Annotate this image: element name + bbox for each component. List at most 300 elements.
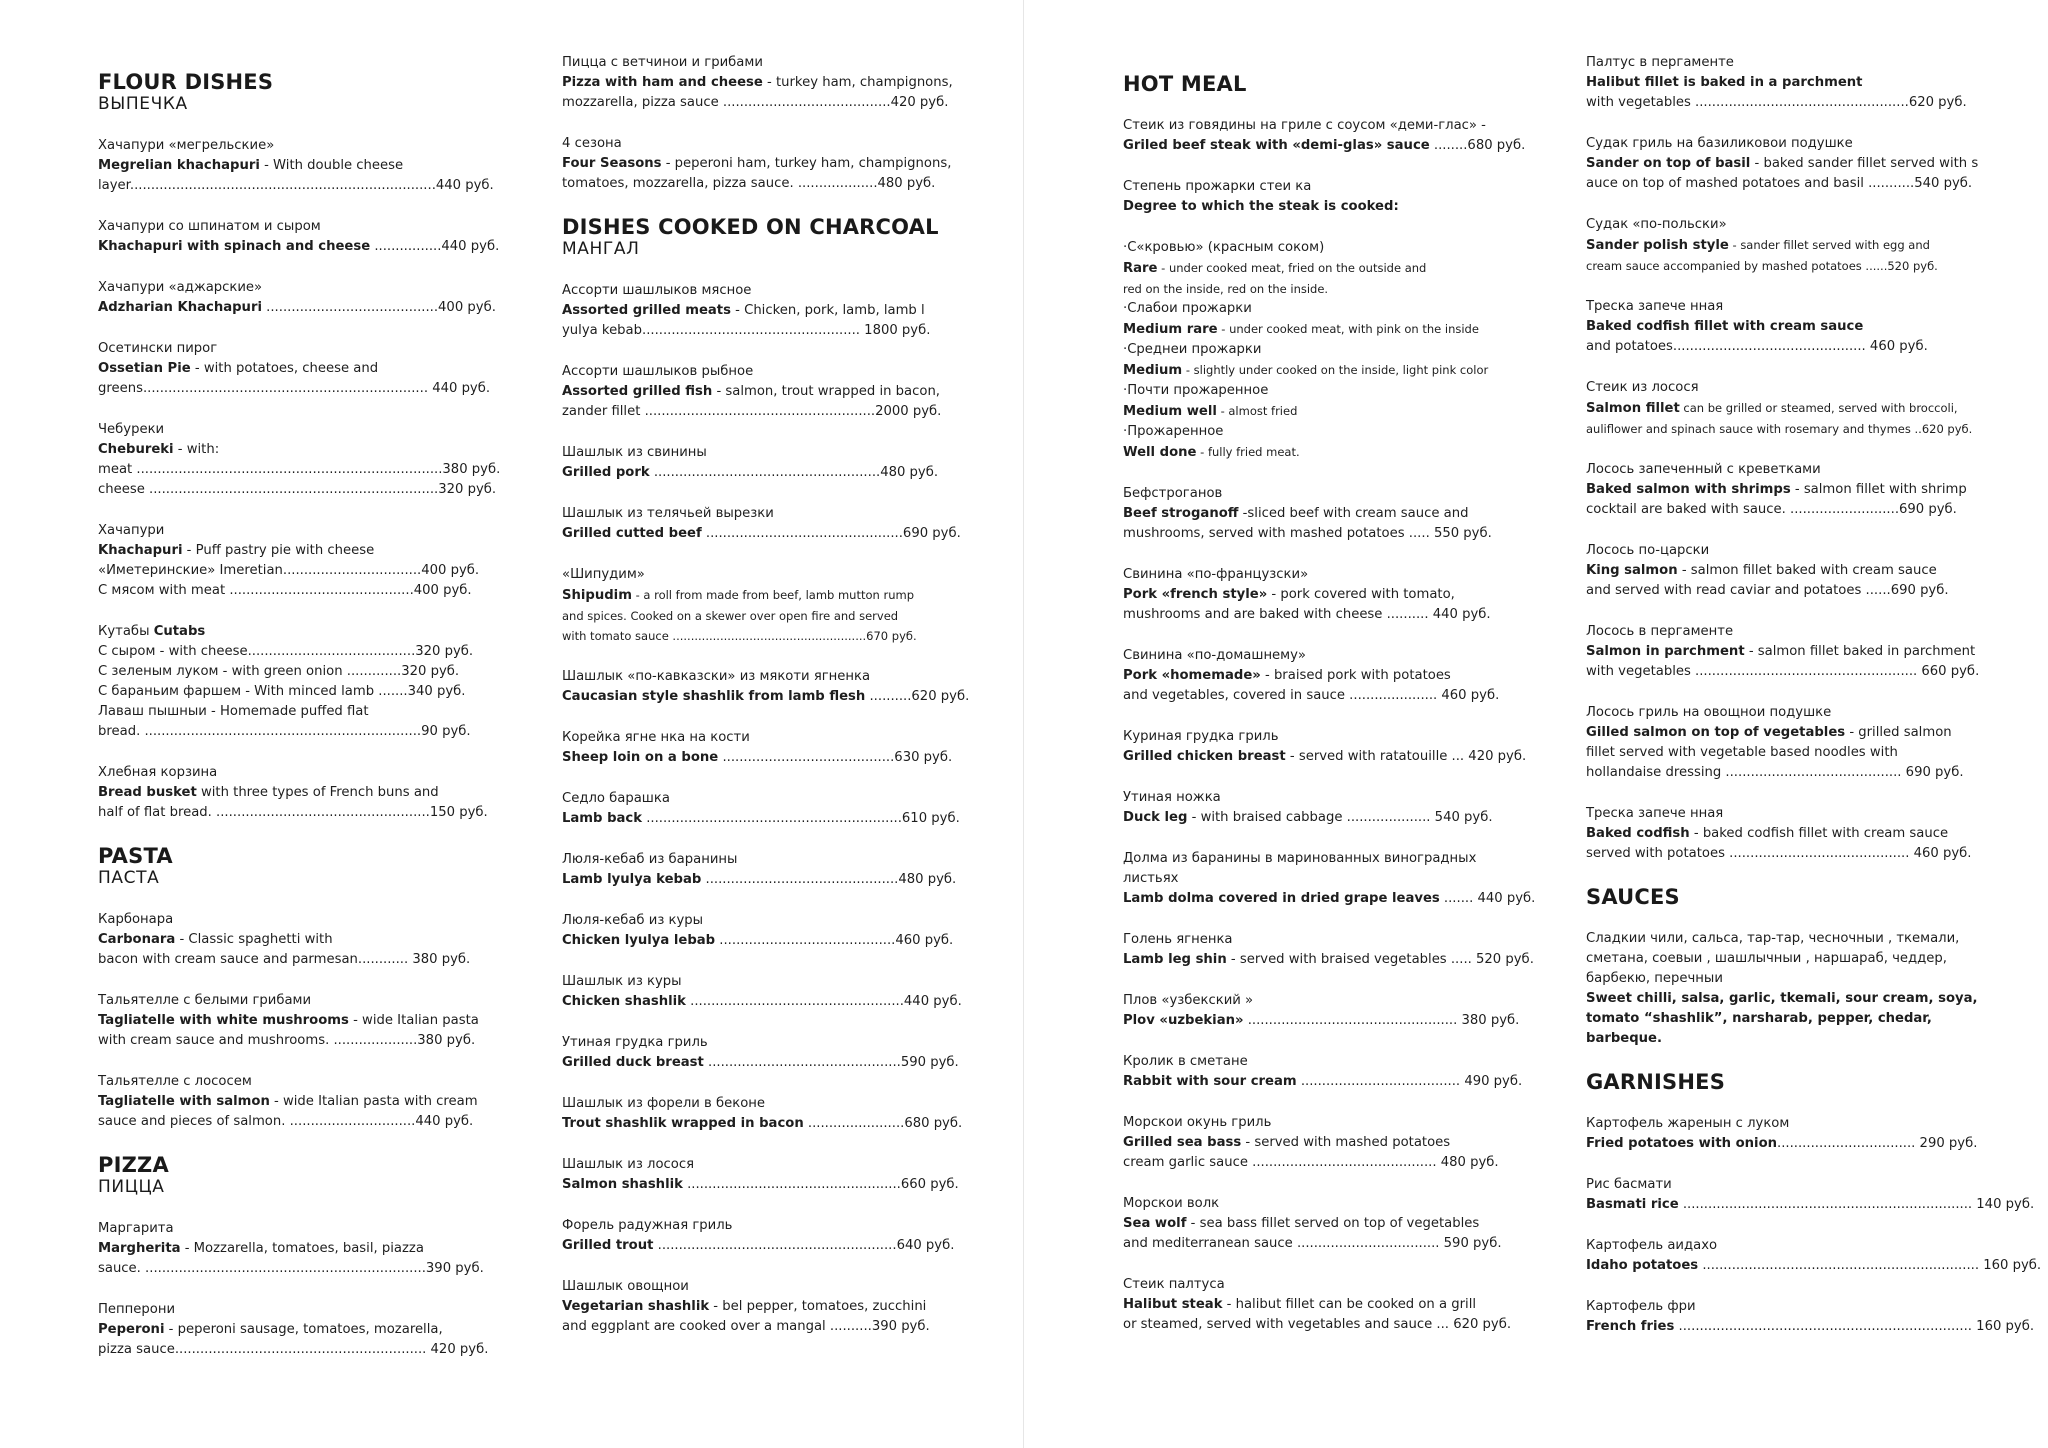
item-description: ...................................... 490 руб. [1296,1074,1523,1089]
menu-item [562,789,960,829]
item-description: - almost fried [1216,404,1298,418]
menu-item [1123,177,1523,217]
item-en-line [562,73,953,93]
menu-item [1586,1236,2042,1276]
menu-item [1586,1114,1986,1154]
item-name-ru [98,1300,478,1320]
item-en-line [1123,504,1523,524]
menu-section [1123,72,1536,1335]
item-name-ru-text: Пицца с ветчинои и грибами [562,55,763,70]
item-en-line [98,237,500,257]
item-price-line: and served with read caviar and potatoes ......690 руб. [1586,583,1949,598]
item-price-line: fillet served with vegetable based noodles with [1586,745,1898,760]
item-name-en: Grilled duck breast [562,1055,704,1070]
item-en-line [562,1175,959,1195]
item-name-ru [562,53,942,73]
menu-item [98,1072,478,1132]
item-name-ru-text: Карбонара [98,912,174,927]
item-name-en: Medium well [1123,404,1217,419]
item-description: - wide Italian pasta [348,1013,479,1028]
menu-item [1123,991,1523,1031]
item-price: ...............................................690 руб. [701,526,961,541]
item-name-ru [1586,1236,1986,1256]
item-name-ru-text: Шашлык из форели в беконе [562,1096,766,1111]
item-price-line: and spices. Cooked on a skewer over open fire and served [562,609,899,623]
item-en-line [1123,258,1523,279]
item-en-line [1586,480,1986,500]
item-name-ru-text: Свинина «по-французски» [1123,567,1309,582]
item-en-line [1123,1011,1523,1031]
item-price-line: sauce and pieces of salmon. ..............................440 руб. [98,1114,474,1129]
menu-item [1123,1275,1523,1335]
menu-item [98,278,496,318]
item-name-ru: ·Почти прожаренное [1123,383,1269,398]
item-name-ru [562,728,942,748]
section-title: PASTA [98,844,173,868]
item-name-ru [562,1094,942,1114]
section-title: PIZZA [98,1153,169,1177]
item-name-en: King salmon [1586,563,1678,578]
item-price-line: with cream sauce and mushrooms. ....................380 руб. [98,1033,476,1048]
item-name-en: Degree to which the steak is cooked: [1123,199,1399,214]
item-name-en: Assorted grilled fish [562,384,713,399]
menu-column [1586,53,2042,1358]
item-name-ru-text: Ассорти шашлыков рыбное [562,364,754,379]
item-name-ru-text: Кутабы [98,624,150,639]
item-name-ru [98,763,478,783]
item-name-en: Halibut fillet is baked in a parchment [1586,75,1863,90]
menu-item [1123,1113,1523,1173]
item-price: ..........................................460 руб. [715,933,954,948]
item-name-ru [1123,238,1523,258]
item-name-ru [562,362,942,382]
item-name-ru-text: Чебуреки [98,422,165,437]
menu-item [1123,849,1536,909]
item-en-line [1123,197,1523,217]
menu-item [1123,930,1534,970]
item-name-ru [562,667,942,687]
item-name-en: Peperoni [98,1322,165,1337]
item-name-en: Lamb back [562,811,643,826]
item-name-en: Sheep loin on a bone [562,750,719,765]
item-en-line [98,1092,478,1112]
item-price-line: «Иметеринские» Imeretian.................................400 руб. [98,563,480,578]
item-name-ru [1123,1275,1523,1295]
menu-column [1123,72,1536,1356]
item-price-line: with vegetables ...................................................620 руб. [1586,95,1967,110]
item-name-ru-text: Утиная грудка гриль [562,1035,708,1050]
item-price-line: meat .........................................................................380 руб. [98,462,501,477]
item-name-ru-text: Свинина «по-домашнему» [1123,648,1306,663]
item-en-line [98,156,478,176]
item-name-en: Beef stroganoff [1123,506,1239,521]
item-description: - fully fried meat. [1196,445,1300,459]
item-name-ru [1123,484,1523,504]
item-name-ru [98,1219,478,1239]
item-en-line [562,809,960,829]
item-en-line [98,541,478,561]
item-en-line [1123,1295,1523,1315]
item-price-line: cocktail are baked with sauce. ..........................690 руб. [1586,502,1957,517]
item-name-en: Well done [1123,445,1197,460]
section-title: HOT MEAL [1123,72,1247,96]
item-en-line [1586,824,1986,844]
item-name-ru-text: Лосось гриль на овощнои подушке [1586,705,1832,720]
menu-item [98,1219,484,1279]
menu-page-right [1024,0,2048,1448]
item-price-line: cream sauce accompanied by mashed potatoes ......520 руб. [1586,259,1938,273]
item-description: - peperoni sausage, tomatoes, mozarella, [164,1322,443,1337]
item-name-ru-text: Куриная грудка гриль [1123,729,1279,744]
item-name-ru [1586,460,1986,480]
item-name-ru-line: Сладкии чили, сальса, тар-тар, чесночныи , ткемали, [1586,931,1960,946]
item-name-ru [98,910,478,930]
item-description: - salmon fillet baked in parchment [1744,644,1976,659]
item-description: ....... 440 руб. [1439,891,1536,906]
menu-item [562,443,942,483]
menu-item [1123,116,1526,156]
item-name-en: Adzharian Khachapuri [98,300,262,315]
item-name-ru [1123,788,1523,808]
item-en-line [1123,319,1523,340]
menu-item [562,1094,963,1134]
item-description: - sea bass fillet served on top of vegetables [1186,1216,1480,1231]
menu-section [98,1153,489,1360]
item-name-en: Megrelian khachapuri [98,158,260,173]
item-name-ru-text: Голень ягненка [1123,932,1233,947]
item-name-ru-text: Долма из баранины в маринованных виноградных [1123,851,1477,866]
menu-item [1123,1052,1523,1092]
menu-item [98,991,478,1051]
item-en-line [1586,235,1986,256]
item-description: - braised pork with potatoes [1260,668,1451,683]
item-price-line: mushrooms, served with mashed potatoes ..... 550 руб. [1123,526,1492,541]
item-name-ru-text: Кролик в сметане [1123,1054,1248,1069]
menu-item [1123,727,1527,767]
item-name-ru-text: ·С«кровью» (красным соком) [1123,240,1325,255]
item-price-line: half of flat bread. ...................................................150 руб. [98,805,488,820]
item-name-ru [1586,297,1986,317]
item-name-ru-text: 4 сезона [562,136,622,151]
menu-item [1123,646,1523,706]
item-name-en: Chicken lyulya lebab [562,933,716,948]
menu-item [1586,1297,2035,1337]
item-price: ................................. 290 руб. [1777,1136,1978,1151]
menu-item [98,622,478,742]
item-name-ru [1123,1052,1523,1072]
item-description: - Classic spaghetti with [175,932,333,947]
item-en-line [562,1114,963,1134]
item-name-ru [1586,378,1986,398]
item-name-ru-text: Корейка ягне нка на кости [562,730,750,745]
item-name-ru-line: сметана, соевыи , шашлычныи , наршараб, чеддер, [1586,951,1947,966]
item-description: - Puff pastry pie with cheese [182,543,375,558]
item-name-ru [562,565,942,585]
item-en-line [98,298,496,318]
item-name-en: Tagliatelle with salmon [98,1094,270,1109]
item-price: ......................................................480 руб. [649,465,939,480]
item-name-en: Baked salmon with shrimps [1586,482,1791,497]
item-name-ru [1586,541,1986,561]
item-name-ru [1586,53,1986,73]
item-name-ru-text: Шашлык «по-кавказски» из мякоти ягненка [562,669,871,684]
menu-item [562,362,942,422]
item-name-ru-text: Плов «узбекский » [1123,993,1254,1008]
item-name-ru-text: Треска запече нная [1586,299,1724,314]
menu-item [562,850,957,890]
item-name-ru [562,443,942,463]
item-en-line [562,1236,955,1256]
menu-item [562,1216,955,1256]
item-name-ru-text: Утиная ножка [1123,790,1221,805]
menu-item [562,1033,959,1073]
menu-item [98,1300,489,1360]
item-name-ru [98,420,478,440]
item-description: with three types of French buns and [196,785,439,800]
item-description: - pork covered with tomato, [1267,587,1455,602]
item-description: - turkey ham, champignons, [762,75,953,90]
item-name-ru [1123,177,1523,197]
item-en-line [1586,1317,2035,1337]
item-en-line [1123,747,1527,767]
item-name-ru-text: Рис басмати [1586,1177,1672,1192]
item-en-line [1586,154,1986,174]
item-name-en: Margherita [98,1241,181,1256]
menu-item [1586,1175,2035,1215]
item-price-line: С сыром - with cheese........................................320 руб. [98,644,474,659]
item-price-line: and vegetables, covered in sauce ..................... 460 руб. [1123,688,1500,703]
item-name-en: Pizza with ham and cheese [562,75,763,90]
item-price-line: С мясом with meat ............................................400 руб. [98,583,472,598]
menu-item [98,521,478,601]
item-name-ru [1586,1114,1986,1134]
item-name-ru-text: Картофель жаренын с луком [1586,1116,1790,1131]
item-en-line [562,154,952,174]
menu-item [1123,565,1523,625]
item-price-line: pizza sauce............................................................ 420 руб. [98,1342,489,1357]
item-price: .......................680 руб. [803,1116,963,1131]
item-name-en-line: barbeque. [1586,1031,1663,1046]
item-name-en: Grilled sea bass [1123,1135,1242,1150]
item-name-ru-text: Лосось запеченный с креветками [1586,462,1821,477]
item-description: - grilled salmon [1845,725,1952,740]
item-name-en: Rabbit with sour cream [1123,1074,1297,1089]
item-name-ru-text: Ассорти шашлыков мясное [562,283,752,298]
item-price-line: and mediterranean sauce .................................. 590 руб. [1123,1236,1502,1251]
item-name-ru [562,504,942,524]
item-name-ru: ·Слабои прожарки [1123,301,1252,316]
item-en-line [1123,808,1523,828]
item-name-en: Carbonara [98,932,176,947]
item-description: .................................................. 380 руб. [1243,1013,1520,1028]
item-name-ru-text: Шашлык из свинины [562,445,707,460]
item-name-en: Salmon in parchment [1586,644,1745,659]
item-en-line [562,585,942,606]
menu-item [562,134,952,194]
item-name-ru-text: «Шипудим» [562,567,645,582]
item-name-ru [562,850,942,870]
item-name-ru-text: Стеик из говядины на гриле с соусом «деми-глас» - [1123,118,1486,133]
item-en-line [562,463,942,483]
menu-item [1123,484,1523,544]
item-price-line: served with potatoes ........................................... 460 руб. [1586,846,1972,861]
item-name-en: Sea wolf [1123,1216,1187,1231]
item-name-en: Gilled salmon on top of vegetables [1586,725,1846,740]
item-name-en: Assorted grilled meats [562,303,731,318]
item-name-ru [98,136,478,156]
item-name-en: Grilled pork [562,465,650,480]
item-name-ru-text: Судак «по-польски» [1586,217,1727,232]
item-name-ru [1123,849,1523,869]
item-description: - wide Italian pasta with cream [269,1094,478,1109]
item-price-line: or steamed, served with vegetables and sauce ... 620 руб. [1123,1317,1512,1332]
item-en-line [562,687,970,707]
item-en-line [1586,317,1986,337]
item-price-line: yulya kebab.................................................... 1800 руб. [562,323,931,338]
item-en-line [1123,1072,1523,1092]
item-description: - peperoni ham, turkey ham, champignons, [661,156,952,171]
item-name-en: Baked codfish [1586,826,1690,841]
item-description: - with braised cabbage .................... 540 руб. [1187,810,1493,825]
item-en-line [562,1297,942,1317]
menu-item [562,1277,942,1337]
item-name-en: Grilled cutted beef [562,526,702,541]
item-name-en: Khachapuri [98,543,183,558]
section-subtitle: ПИЦЦА [98,1177,165,1197]
item-name-en: Salmon shashlik [562,1177,683,1192]
item-name-ru-text: Тальятелле с лососем [98,1074,252,1089]
item-price-line: with vegetables ..................................................... 660 руб. [1586,664,1980,679]
item-name-en: Caucasian style shashlik from lamb flesh [562,689,866,704]
item-name-en: Lamb lyulya kebab [562,872,702,887]
item-name-en: Khachapuri with spinach and cheese [98,239,371,254]
item-en-line [98,359,478,379]
item-name-en-line: tomato “shashlik”, narsharab, pepper, chedar, [1586,1011,1932,1026]
item-name-ru-line: барбекю, перечныи [1586,971,1723,986]
item-price: ..............................................480 руб. [701,872,957,887]
item-name-ru [1586,1297,1986,1317]
item-name-ru-text: Стеик из лосося [1586,380,1699,395]
section-title: FLOUR DISHES [98,70,274,94]
item-en-line [1586,1256,2042,1276]
menu-item [1586,804,1986,864]
item-description: - baked codfish fillet with cream sauce [1689,826,1949,841]
menu-item [562,972,962,1012]
menu-item [1586,215,1986,276]
item-name-ru [562,911,942,931]
item-name-en: Duck leg [1123,810,1188,825]
menu-section [1586,53,1986,864]
item-en-line [1123,401,1523,422]
item-name-ru-text: Стеик палтуса [1123,1277,1225,1292]
item-name-ru [562,789,942,809]
item-price: .........................................................640 руб. [653,1238,955,1253]
item-price: .............................................................610 руб. [642,811,960,826]
item-name-en: Lamb leg shin [1123,952,1227,967]
item-description: - under cooked meat, with pink on the inside [1217,322,1479,336]
item-name-en: Idaho potatoes [1586,1258,1699,1273]
menu-item [1123,238,1523,463]
item-en-line [1123,1214,1523,1234]
item-name-ru [98,991,478,1011]
item-description: - sander fillet served with egg and [1728,238,1930,252]
item-name-ru-text: Треска запече нная [1586,806,1724,821]
item-price-line: layer.........................................................................440 руб. [98,178,494,193]
menu-item [1123,788,1523,828]
item-price-line: С бараньим фаршем - With minced lamb .......340 руб. [98,684,466,699]
item-price: ..............................................590 руб. [703,1055,959,1070]
item-name-ru-text: Хачапури «мегрельские» [98,138,275,153]
menu-item [1586,460,1986,520]
item-name-ru: ·Прожаренное [1123,424,1224,439]
item-name-ru-text: Осетински пирог [98,341,218,356]
item-name-en: Medium rare [1123,322,1218,337]
item-description: - with: [173,442,220,457]
menu-section [562,53,953,194]
menu-item [562,53,953,113]
menu-item [98,339,491,399]
item-name-ru-text: Бефстроганов [1123,486,1223,501]
item-en-line [1123,585,1523,605]
item-name-ru-text: Шашлык из лосося [562,1157,695,1172]
menu-item [1123,1194,1523,1254]
item-name-en: Tagliatelle with white mushrooms [98,1013,349,1028]
item-name-en: French fries [1586,1319,1675,1334]
menu-section [1586,885,1986,1049]
item-name-en: Baked codfish fillet with cream sauce [1586,319,1864,334]
item-name-ru-text: Шашлык из куры [562,974,682,989]
item-name-ru-text: Люля-кебаб из баранины [562,852,738,867]
section-title: GARNISHES [1586,1070,1726,1094]
item-name-en: Halibut steak [1123,1297,1223,1312]
item-name-ru-text: Степень прожарки стеи ка [1123,179,1312,194]
item-name-ru-text: Седло барашка [562,791,670,806]
item-name-en: Griled beef steak with «demi-glas» sauce [1123,138,1430,153]
item-description: - salmon fillet baked with cream sauce [1677,563,1937,578]
section-subtitle: ПАСТА [98,868,160,888]
item-en-line [562,382,942,402]
item-price: ...................................................................... 160 руб. [1674,1319,2035,1334]
section-title: SAUCES [1586,885,1680,909]
item-name-ru [1586,215,1986,235]
item-name-ru [562,1033,942,1053]
item-name-ru [98,217,478,237]
item-name-en: Plov «uzbekian» [1123,1013,1244,1028]
item-name-en: Fried potatoes with onion [1586,1136,1778,1151]
item-name-en: Grilled chicken breast [1123,749,1286,764]
item-en-line [1586,1195,2035,1215]
item-name-ru-text: Картофель фри [1586,1299,1696,1314]
item-price-line: cream garlic sauce ............................................ 480 руб. [1123,1155,1499,1170]
item-name-ru: ·Среднеи прожарки [1123,342,1262,357]
item-description: - Chicken, pork, lamb, lamb l [730,303,925,318]
item-en-line [1586,723,1986,743]
item-en-line [1123,442,1523,463]
item-name-ru [562,281,942,301]
item-en-line [98,930,478,950]
menu-column [562,53,970,1358]
item-name-ru [1123,116,1523,136]
item-price-line: cheese .....................................................................320 руб. [98,482,497,497]
item-name-ru-cont: листьях [1123,871,1179,886]
item-price: ...................................................660 руб. [682,1177,959,1192]
menu-item [1586,134,1986,194]
item-en-line [1123,360,1523,381]
item-price-line: red on the inside, red on the inside. [1123,282,1329,296]
item-description: can be grilled or steamed, served with broccoli, [1679,401,1958,415]
section-subtitle: ВЫПЕЧКА [98,94,188,114]
item-name-ru [562,972,942,992]
